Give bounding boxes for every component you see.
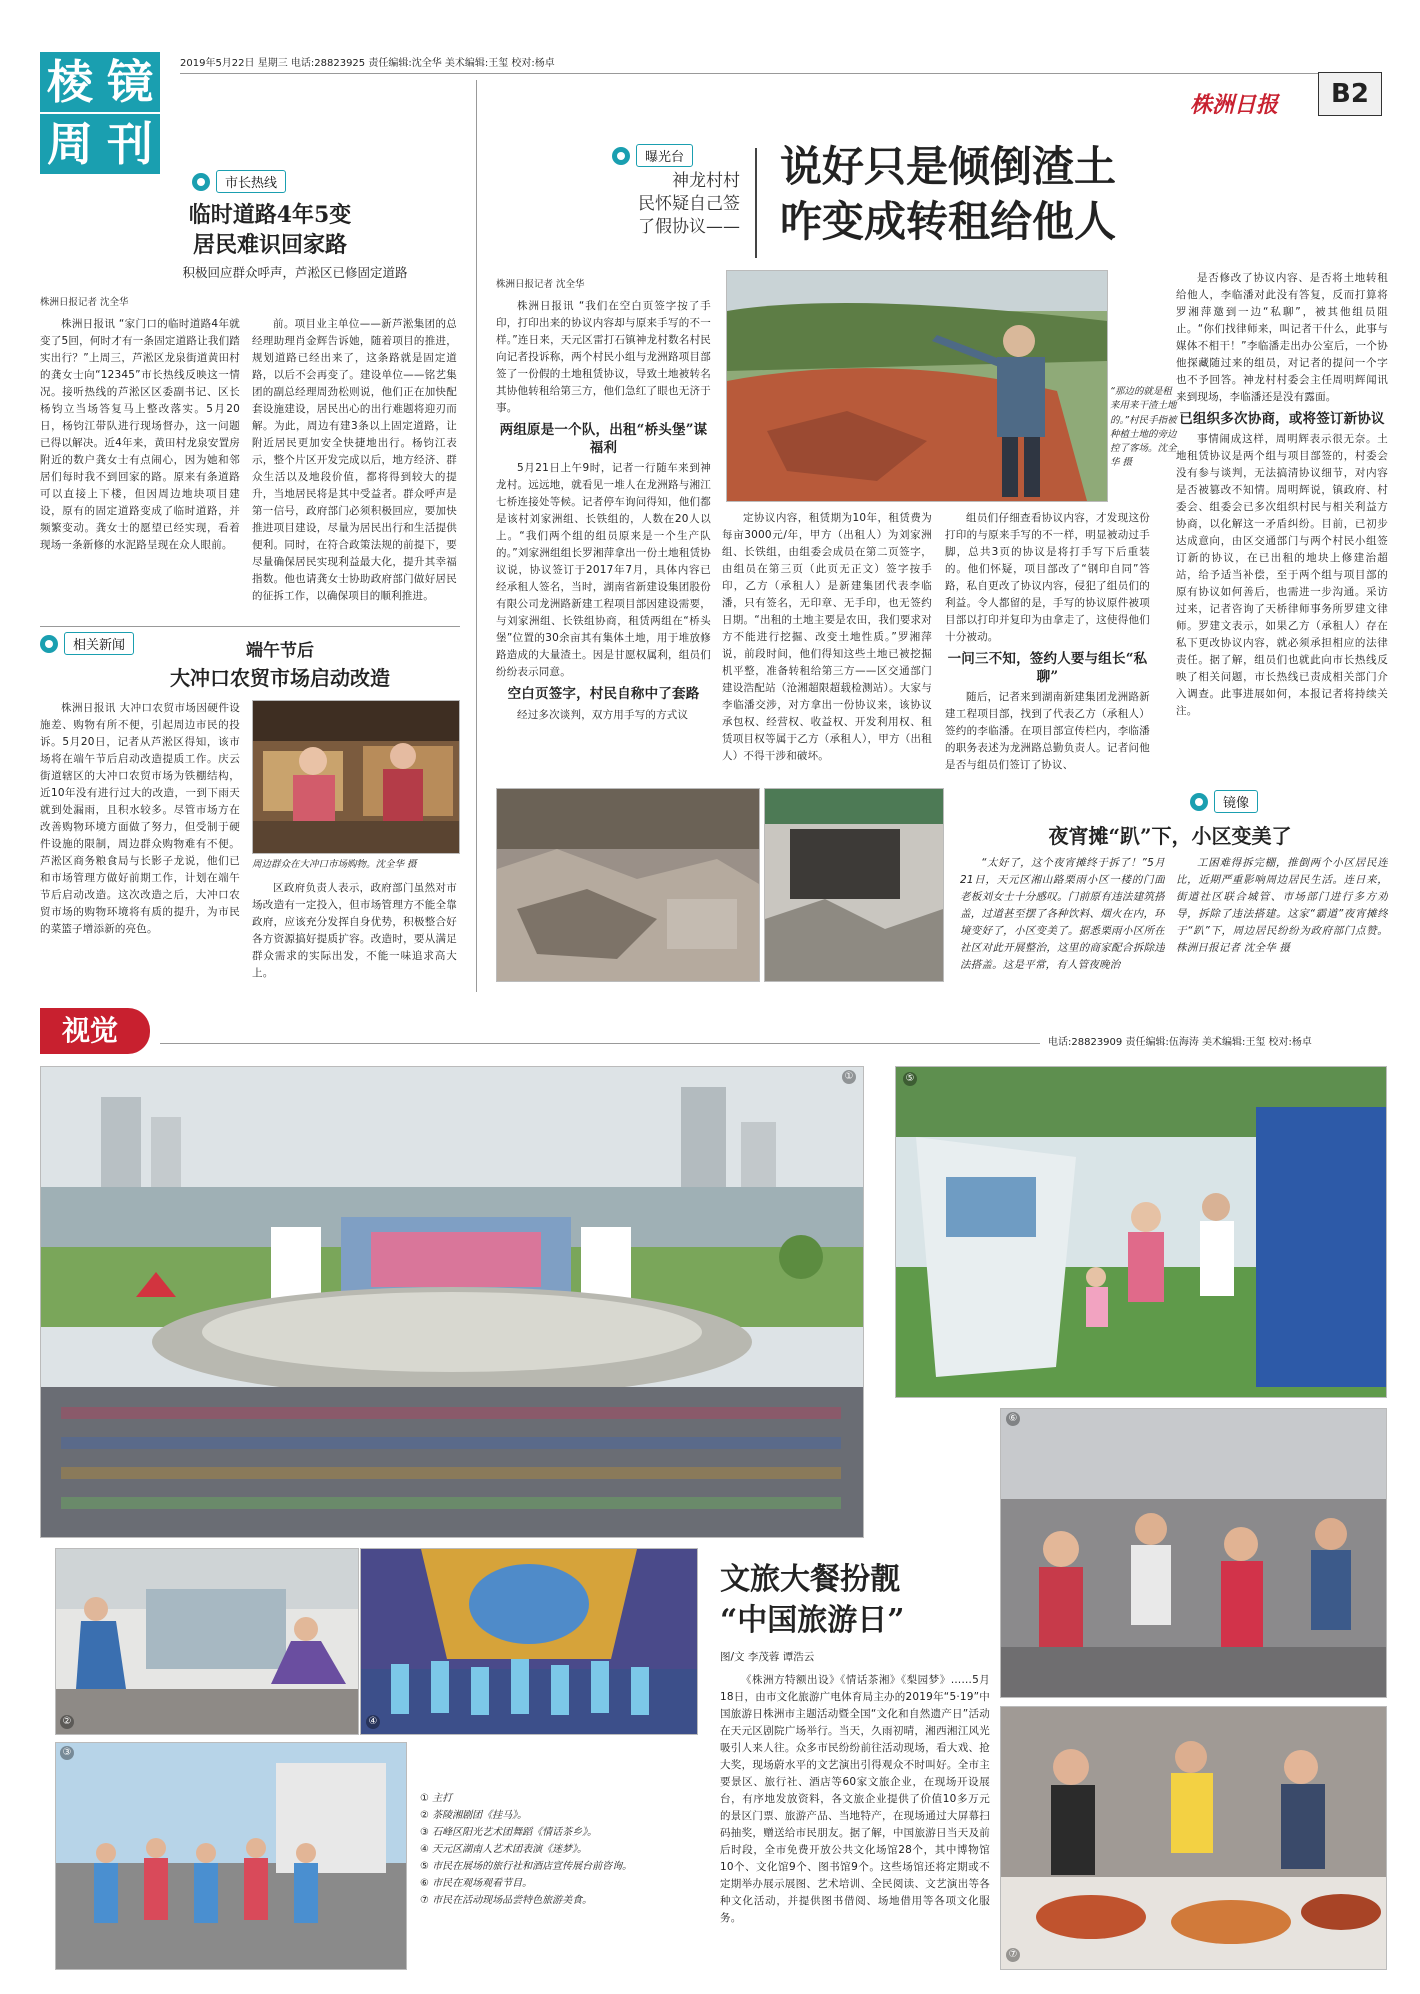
village-photo xyxy=(726,270,1108,502)
photo-4-dance xyxy=(360,1548,698,1735)
legend-item: ① 主打 xyxy=(420,1793,453,1804)
photo-7-food xyxy=(1000,1706,1387,1970)
road-subtitle: 积极回应群众呼声，芦淞区已修固定道路 xyxy=(182,265,408,280)
section2-info-line: 电话:28823909 责任编辑:伍海涛 美术编辑:王玺 校对:杨卓 xyxy=(1048,1037,1312,1048)
road-col-1: 株洲日报讯 “家门口的临时道路4年就变了5回，何时才有一条固定道路让我们踏实出行？”上周三，芦淞区龙泉街道黄田村的龚女士向“12345”市长热线反映这一情况。接听热线的芦淞区区委副书记、区长杨钧立当场答复马上整改落实。5月20日，杨钧江带队进行现场督办，这一问题已得以解决。近4年来，黄田村龙泉安置房附近的数户龚女士有点闹心，因为她和邻居们每时我不到回家的路。原来有条道路可以直接上下楼，但因周边地块项目建设，原有的固定道路变成了临时道路，并频繁变动。龚女士的愿望已经实现，看着现场一条新修的水泥路呈现在众人眼前。 xyxy=(40,318,240,551)
village-col-2: 定协议内容，租赁期为10年，租赁费为每亩3000元/年，甲方（出租人）为刘家洲组、长铁组，由组委会成员在第二页签字，由组员在第三页（此页无正文）签字按手印，乙方（承租人）是新建集团代表李临潘，只有签名，无印章、无手印，也无签约日期。“出租的土地主要是农田，我们要求对方不能进行挖掘、改变土地性质。”罗湘萍说，前段时间，他们得知这些土地已被挖掘机平整，准备转租给第三方——区交通部门建设浩配站（沧湘超限超载检测站）。大家与李临潘交涉，对方拿出一份协议来，该协议承包权、经营权、收益权、开发利用权、租赁项目权等属于乙方（承租人），甲方（出租人）不得干涉和破坏。 xyxy=(722,512,932,762)
legend-item: ② 茶陵湘剧团《挂马》。 xyxy=(420,1810,528,1821)
masthead-char-2: 镜 xyxy=(107,55,153,109)
photo-2-opera xyxy=(55,1548,359,1735)
legend-item: ⑥ 市民在观场观看节目。 xyxy=(420,1878,533,1889)
photo-2-number: ② xyxy=(60,1715,74,1729)
tag-dot-icon xyxy=(192,173,210,191)
tag-mayor-hotline: 市长热线 xyxy=(192,170,286,193)
photo-legend xyxy=(420,1790,690,1909)
photo-3-number: ③ xyxy=(60,1746,74,1760)
masthead-char-4: 刊 xyxy=(107,117,153,171)
tourism-title: 文旅大餐扮靓 “中国旅游日” xyxy=(720,1562,905,1638)
legend-item: ③ 石峰区阳光艺术团舞蹈《情话茶乡》。 xyxy=(420,1827,598,1838)
section-banner-text: 视觉 xyxy=(61,1014,118,1047)
photo-6-audience xyxy=(1000,1408,1387,1698)
market-col-1: 株洲日报讯 大冲口农贸市场因硬件设施差、购物有所不便，引起周边市民的投诉。5月20日，记者从芦淞区得知，该市场将在端午节后启动改造提质工作。庆云街道辖区的大冲口农贸市场为铁棚结构，近10年没有进行过大的改造，一到下雨天就到处漏雨，且积水较多。尽管市场方在改善购物环境方面做了努力，但受制于硬件设施的限制，周边群众购物难有不便。芦淞区商务粮食局与长影子龙说，他们已和市场管理方做好前期工作，计划在端午节后启动改造。这次改造之后，大冲口农贸市场的购物环境将有质的提升，为市民的菜篮子增添新的亮色。 xyxy=(40,702,240,935)
nightmarket-col-2: 工困难得拆完棚，推倒两个小区居民连比，近期严重影响周边居民生活。连日来，街道社区联合城管、市场部门进行多方劝导，拆除了违法搭建。这家“霸道”夜宵摊终于“趴”下，周边居民纷纷为政府部门点赞。株洲日报记者 沈全华 摄 xyxy=(1176,857,1388,954)
photo-4-number: ④ xyxy=(366,1715,380,1729)
road-title-line1: 临时道路4年5变 xyxy=(188,202,352,228)
masthead-char-3: 周 xyxy=(47,117,93,171)
photo-1-number: ① xyxy=(842,1070,856,1084)
legend-item: ④ 天元区湖南人艺术团表演《迷梦》。 xyxy=(420,1844,588,1855)
village-kicker: 神龙村村 民怀疑自己签 了假协议—— xyxy=(638,171,740,237)
village-photo-caption: “那边的就是租来用来干渣土地的。”村民手指被种植土地的旁边控了客场。沈全华 摄 xyxy=(1110,386,1177,469)
legend-item: ⑦ 市民在活动现场品尝特色旅游美食。 xyxy=(420,1895,593,1906)
tag-related-news: 相关新闻 xyxy=(40,632,134,655)
village-col-1: 株洲日报讯 “我们在空白页签字按了手印，打印出来的协议内容却与原来手写的不一样。”连日来，天元区雷打石镇神龙村数名村民向记者投诉称，两个村民小组与龙洲路项目部签了一份假的土地租赁协议，导致土地被转名其协他转租给第三方，他们急红了眼也无济于事。 两组原是一个队，出租“桥头堡”谋福利 5月21日上午9时，记者一行随车来到神龙村。远远地，就看见一堆人在龙洲路与湘江七桥连接处等候。记者停车询问得知，他们都是该村刘家洲组、长铁组的，人数在20人以上。“我们两个组的组员原来是一个生产队的。”刘家洲组组长罗湘萍拿出一份土地租赁协议说，协议签订于2017年7月，具体内容已经承租人签名，当时，湖南省新建设集团股份有限公司龙洲路新建工程项目部因建设需要，与刘家洲组、长铁组协商，租赁两组在“桥头堡”位置的30余亩其有集体土地，用于堆放修路造成的大量渣土。因是甘愿权属利，组员们纷纷表示同意。 空白页签字，村民自称中了套路 经过多次谈判，双方用手写的方式议 xyxy=(496,300,711,721)
village-col-3: 组员们仔细查看协议内容，才发现这份打印的与原来手写的不一样，明显被动过手脚，总共3页的协议是将打手写下后重装的。他们怀疑，项目部改了“钢印自同”答路，私自更改了协议内容，侵犯了组员们的利益。令人都留的是，手写的协议原件被项目部以打印并复印为由拿走了，这使得他们十分被动。 一问三不知，签约人要与组长“私聊” 随后，记者来到湖南新建集团龙洲路新建工程项目部，找到了代表乙方（承租人）签约的李临潘。在项目部宣传栏内，李临潘的职务表述为龙洲路总勤负责人。记者问他是否与组员们签订了协议、 xyxy=(945,512,1150,772)
nightmarket-col-1: “太好了，这个夜宵摊终于拆了！”5月21日，天元区湘山路栗雨小区一楼的门面老板刘女士十分感叹。门前原有违法建筑搭盖，过道甚至摆了各种饮料、烟火在内，环境变好了，小区变美了。据悉栗雨小区所在社区对此开展整治，这里的商家配合拆除违法搭盖。这是平常，有人管夜晚治 xyxy=(960,857,1165,971)
market-photo-caption: 周边群众在大冲口市场购物。沈全华 摄 xyxy=(252,859,417,870)
photo-1-stage xyxy=(40,1066,864,1538)
tag-mirror: 镜像 xyxy=(1190,790,1258,813)
village-byline: 株洲日报记者 沈全华 xyxy=(496,279,585,290)
nightmarket-title: 夜宵摊“趴”下，小区变美了 xyxy=(1048,824,1292,848)
tag-dot-icon xyxy=(40,635,58,653)
road-byline: 株洲日报记者 沈全华 xyxy=(40,297,129,308)
photo-5-number: ⑤ xyxy=(903,1072,917,1086)
tag-dot-icon xyxy=(1190,793,1208,811)
nightmarket-photo-1 xyxy=(496,788,760,982)
page-number: B2 xyxy=(1318,72,1382,116)
market-title-line2: 大冲口农贸市场启动改造 xyxy=(170,666,390,690)
issue-line: 2019年5月22日 星期三 电话:28823925 责任编辑:沈全华 美术编辑:王玺 校对:杨卓 xyxy=(180,58,555,69)
nightmarket-photo-2 xyxy=(764,788,944,982)
road-col-2: 前。项目业主单位——新芦淞集团的总经理助理肖金辉告诉她，随着项目的推进，规划道路已经出来了，这条路就是固定道路，以后不会再变了。建设单位——铭艺集团的副总经理周劲松则说，他们正在加快配套设施建设，居民出心的出行难题将迎刃而解。为此，周边有建3条以上固定道路，让附近居民更加安全快捷地出行。杨钧江表示，整个片区开发完成以后，地方经济、群众生活以及地段价值，都将得到较大的提升，当地居民将是其中受益者。群众呼声是第一信号，政府部门必须积极回应，要加快推进项目建设，尽量为居民出行和生活提供便利。同时，在符合政策法规的前提下，要尽量确保居民实现利益最大化，提升其幸福指数。他也请龚女士协助政府部门做好居民的征拆工作，以确保项目的顺利推进。 xyxy=(252,318,457,602)
photo-7-number: ⑦ xyxy=(1006,1948,1020,1962)
market-title-line1: 端午节后 xyxy=(246,641,314,661)
masthead xyxy=(40,52,160,182)
market-photo xyxy=(252,700,460,854)
village-title: 说好只是倾倒渣土 咋变成转租给他人 xyxy=(780,142,1117,246)
tag-exposure: 曝光台 xyxy=(612,144,693,167)
tourism-body: 《株洲方特额出设》《情话茶湘》《梨园梦》……5月18日，由市文化旅游广电体育局主办的2019年“5·19”中国旅游日株洲市主题活动暨全国“文化和自然遗产日”活动在天元区剧院广场举行。当天，久雨初晴，湘西湘江风光吸引人来人往。众多市民纷纷前往活动现场，看大戏、抢大奖，现场蔚水平的文艺演出引得观众不时叫好。全市主要景区、旅行社、酒店等60家文旅企业，在现场开设展台，有序地发放资料，各文旅企业提供了价值10多万元的景区门票、旅游产品、当地特产，在现场通过大屏幕扫码抽奖，赠送给市民朋友。据了解，中国旅游日当天及前后时段，全市免费开放公共文化场馆28个，其中博物馆10个、文化馆9个、图书馆9个。这些场馆还将定期或不定期举办展示展图、艺术培训、全民阅读、文艺演出等各种文化活动，并提供图书借阅、场地借用等各项文化服务。 xyxy=(720,1674,990,1924)
photo-6-number: ⑥ xyxy=(1006,1412,1020,1426)
masthead-char-1: 棱 xyxy=(47,55,93,109)
tourism-byline: 图/文 李茂蓉 谭浩云 xyxy=(720,1651,815,1663)
legend-item: ⑤ 市民在展场的旅行社和酒店宣传展台前咨询。 xyxy=(420,1861,633,1872)
tag-dot-icon xyxy=(612,147,630,165)
market-col-2: 区政府负责人表示，政府部门虽然对市场改造有一定投入，但市场管理方不能全靠政府，应该充分发挥自身优势，积极整合好各方资源搞好提质扩容。改造时，要从满足群众需求的实际出发，不能一味追求高大上。 xyxy=(252,882,457,979)
village-col-4: 是否修改了协议内容、是否将土地转租给他人，李临潘对此没有答复，反而打算将罗湘萍邀到一边“私聊”，被其他组员阻止。“你们找律师来，叫记者干什么，此事与媒体不相干！”李临潘走出办公室后，一个协他探藏随过来的组员，对记者的提问一个字也不予回答。神龙村村委会主任周明辉闻讯来到现场，李临潘还是没有露面。 已组织多次协商，或将签订新协议 事情闹成这样，周明辉表示很无奈。土地租赁协议是两个组与项目部签的，村委会没有参与谈判，无法搞清协议细节，对内容是否被篡改不知情。周明辉说，镇政府、村委会、组委会已多次组织村民与相关利益方协商，以化解这一矛盾纠纷。目前，已初步达成意向，由区交通部门与两个村民小组签订新的协议，在已出租的地块上修建治超站，给予适当补偿，至于两个组与项目部的原有协议如何善后，也需进一步沟通。采访过来，记者咨询了天桥律师事务所罗建文律师。罗建文表示，如果乙方（承租人）存在私下更改协议内容，就必须承担相应的法律责任。据了解，组员们也就此向市长热线反映了相关问题，市长热线已责成相关部门介入调查。此事进展如何，本报记者将持续关注。 xyxy=(1176,272,1388,718)
paper-name: 株洲日报 xyxy=(1190,92,1279,118)
photo-3-tea-dance xyxy=(55,1742,407,1970)
photo-5-exhibition xyxy=(895,1066,1387,1398)
road-title-line2: 居民难识回家路 xyxy=(192,232,347,258)
